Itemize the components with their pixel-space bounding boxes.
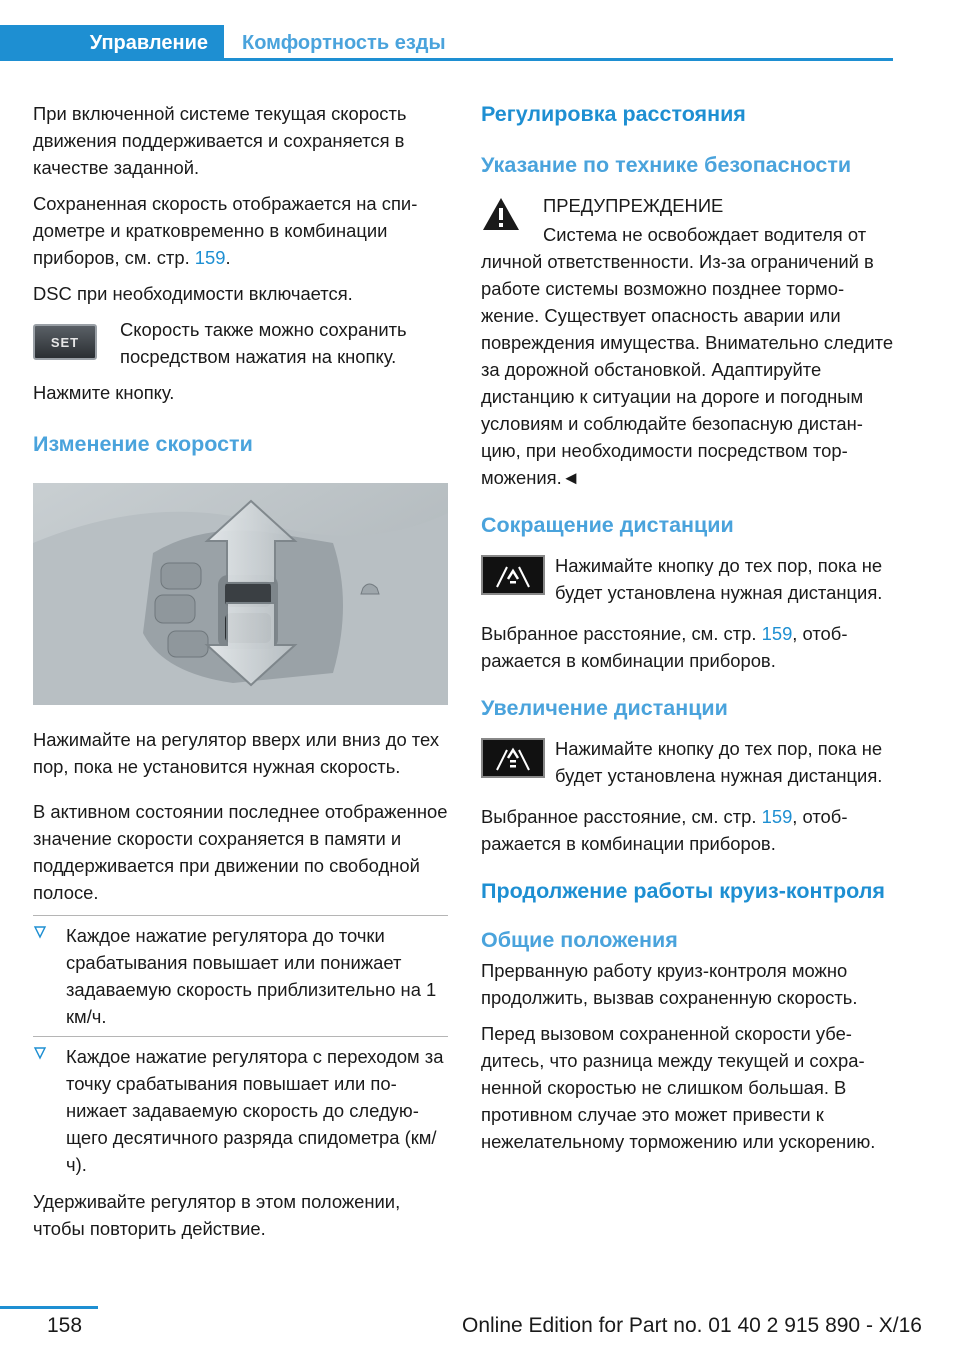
page-link[interactable]: 159 (761, 806, 793, 827)
tab-control[interactable]: Управление (0, 25, 224, 61)
paragraph: При включенной системе текущая скорость движения поддерживается и сохраняется в качестве заданной. (33, 103, 407, 178)
paragraph: Выбранное расстояние, см. стр. 159, отображается в комбинации приборов. (481, 806, 848, 854)
paragraph: В активном состоянии последнее отображенное значение скорости сохраняется в памяти и поддерживается при движении по свободной полосе. (33, 801, 448, 903)
left-column (33, 100, 448, 1251)
warning-block (481, 192, 896, 491)
subsection-heading: Сокращение дистанции (481, 513, 734, 537)
paragraph: Сохраненная скорость отображается на спидометре и кратковременно в комбинации приборов, см. стр. 159. (33, 193, 418, 268)
paragraph: Прерванную работу круиз-контроля можно продолжить, вызвав сохраненную скорость. (481, 960, 858, 1008)
page-number: 158 (47, 1314, 83, 1337)
paragraph: Перед вызовом сохраненной скорости убедитесь, что разница между текущей и сохраненной скоростью не слишком большая. В противном случае это может привести к нежелательному торможению или ускорению. (481, 1023, 876, 1152)
section-heading: Изменение скорости (33, 432, 253, 456)
warning-title: ПРЕДУПРЕЖДЕНИЕ (543, 195, 724, 216)
increase-distance-instruction (481, 735, 896, 789)
paragraph: Нажимайте кнопку до тех пор, пока не будет установлена нужная дистанция. (555, 555, 883, 603)
right-column (481, 100, 896, 1164)
warning-icon (481, 196, 521, 232)
edition-note: Online Edition for Part no. 01 40 2 915 890 - X/16 (462, 1314, 922, 1337)
set-button-icon: SET (33, 316, 110, 360)
distance-increase-icon (481, 735, 545, 778)
paragraph: Скорость также можно сохранить посредством нажатия на кнопку. (120, 319, 407, 367)
list-item: Каждое нажатие регулятора до точки срабатывания повышает или понижает задаваемую скорость приблизительно на 1 км/ч. (33, 915, 448, 1036)
page-link[interactable]: 159 (761, 623, 793, 644)
reduce-distance-instruction (481, 552, 896, 606)
section-heading: Продолжение работы круиз-контроля (481, 879, 885, 903)
footer-divider (0, 1306, 98, 1309)
subsection-heading: Указание по технике безопасности (481, 153, 852, 177)
paragraph: DSC при необходимости включается. (33, 283, 353, 304)
page-link[interactable]: 159 (194, 247, 226, 268)
subsection-heading: Общие положения (481, 928, 678, 952)
distance-reduce-icon (481, 552, 545, 595)
paragraph: Нажмите кнопку. (33, 382, 175, 403)
warning-text: Система не освобождает водителя от личной ответственности. Из-за ограничений в работе системы возможно позднее торможение. Существует опасность аварии или повреждения имущества. Внимательно следите за дорожной обстановкой. Адаптируйте дистанцию к ситуации на дороге и погодным условиям и соблюдайте безопасную дистанцию, при необходимости посредством торможения.◄ (481, 224, 894, 488)
set-button-instruction (33, 316, 448, 379)
steering-wheel-photo (33, 483, 448, 705)
triangle-bullet-icon (33, 925, 47, 939)
bullet-list (33, 915, 448, 1184)
paragraph: Удерживайте регулятор в этом положении, чтобы повторить действие. (33, 1191, 401, 1239)
paragraph: Нажимайте на регулятор вверх или вниз до тех пор, пока не установится нужная скорость. (33, 729, 440, 777)
triangle-bullet-icon (33, 1046, 47, 1060)
paragraph: Нажимайте кнопку до тех пор, пока не будет установлена нужная дистанция. (555, 738, 883, 786)
paragraph: Выбранное расстояние, см. стр. 159, отображается в комбинации приборов. (481, 623, 848, 671)
tab-driving-comfort[interactable]: Комфортность езды (242, 31, 446, 54)
header-divider (0, 58, 893, 61)
page-header (0, 0, 960, 62)
list-item: Каждое нажатие регулятора с переходом за точку срабатывания повышает или понижает задаваемую скорость до следующего десятичного разряда спидометра (км/ч). (33, 1036, 448, 1184)
subsection-heading: Увеличение дистанции (481, 696, 728, 720)
section-heading: Регулировка расстояния (481, 102, 746, 126)
